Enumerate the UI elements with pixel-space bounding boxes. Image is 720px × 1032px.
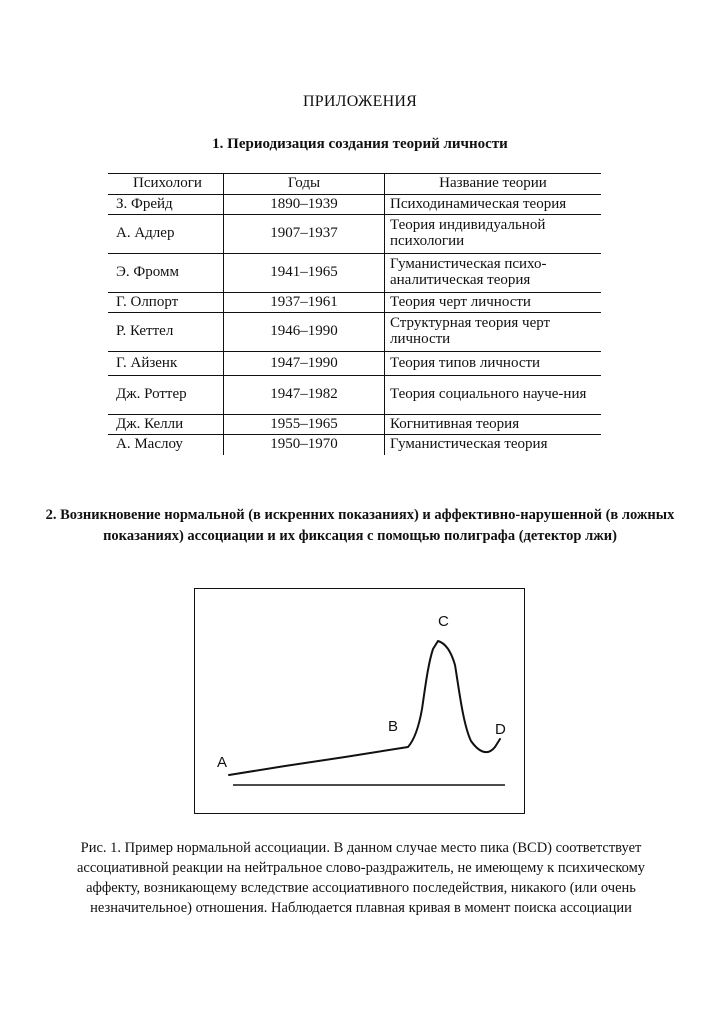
cell-theory: Психодинамическая теория — [385, 195, 602, 215]
cell-theory: Когнитивная теория — [385, 415, 602, 435]
column-header-theory-name: Название теории — [385, 174, 602, 195]
cell-years: 1955–1965 — [224, 415, 385, 435]
cell-theory: Теория типов личности — [385, 352, 602, 376]
table-row — [108, 376, 601, 415]
cell-psychologist: Г. Олпорт — [108, 293, 224, 313]
table-row — [108, 352, 601, 376]
cell-years: 1941–1965 — [224, 254, 385, 293]
cell-years: 1890–1939 — [224, 195, 385, 215]
polygraph-curve-diagram — [195, 589, 526, 815]
cell-theory: Гуманистическая теория — [390, 435, 548, 452]
cell-psychologist: Дж. Келли — [108, 415, 224, 435]
cell-psychologist: Дж. Роттер — [108, 376, 224, 415]
table-row — [108, 415, 601, 435]
table-row — [108, 313, 601, 352]
polygraph-figure — [194, 588, 525, 814]
cell-years: 1947–1990 — [224, 352, 385, 376]
cell-theory: Структурная теория черт личности — [385, 313, 602, 352]
cell-psychologist: З. Фрейд — [108, 195, 224, 215]
association-curve — [229, 641, 500, 775]
table-row — [108, 254, 601, 293]
cell-years: 1947–1982 — [224, 376, 385, 415]
cell-theory: Гуманистическая психо-аналитическая теория — [385, 254, 602, 293]
cell-years: 1950–1970 — [224, 435, 385, 455]
cell-theory: Теория социального науче-ния — [385, 376, 602, 415]
cell-psychologist: Р. Кеттел — [108, 313, 224, 352]
cell-theory: Теория индивидуальной психологии — [385, 215, 602, 254]
cell-years: 1907–1937 — [224, 215, 385, 254]
table-row — [108, 293, 601, 313]
table-row — [108, 195, 601, 215]
table-row — [108, 435, 601, 455]
cell-theory: Теория черт личности — [385, 293, 602, 313]
cell-psychologist: Э. Фромм — [108, 254, 224, 293]
figure-caption: Рис. 1. Пример нормальной ассоциации. В данном случае место пика (BCD) соответствует ассоциативной реакции на нейтральное слово-раздражитель, не имеющему к психическому аффекту, возникающему вследствие ассоциативного последействия, никакого (или очень незначительное) отношения. Наблюдается плавная кривая в момент поиска ассоциации — [76, 840, 646, 916]
theories-table — [108, 173, 601, 455]
cell-years: 1946–1990 — [224, 313, 385, 352]
section-title-periodization: 1. Периодизация создания теорий личности — [212, 136, 508, 152]
point-label-b: B — [388, 718, 399, 735]
table-row — [108, 215, 601, 254]
cell-psychologist: Г. Айзенк — [108, 352, 224, 376]
cell-psychologist: А. Адлер — [108, 215, 224, 254]
cell-psychologist: А. Маслоу — [116, 435, 183, 452]
column-header-years: Годы — [224, 174, 385, 195]
point-label-a: A — [217, 754, 228, 771]
section-title-polygraph: 2. Возникновение нормальной (в искренних показаниях) и аффективно-нарушенной (в ложных показаниях) ассоциации и их фиксация с помощью полиграфа (детектор лжи) — [45, 507, 675, 544]
point-label-c: C — [438, 613, 449, 630]
table-header-row — [108, 174, 601, 195]
page-title: ПРИЛОЖЕНИЯ — [303, 93, 417, 110]
point-label-d: D — [495, 721, 506, 738]
column-header-psychologists: Психологи — [108, 174, 224, 195]
cell-years: 1937–1961 — [224, 293, 385, 313]
